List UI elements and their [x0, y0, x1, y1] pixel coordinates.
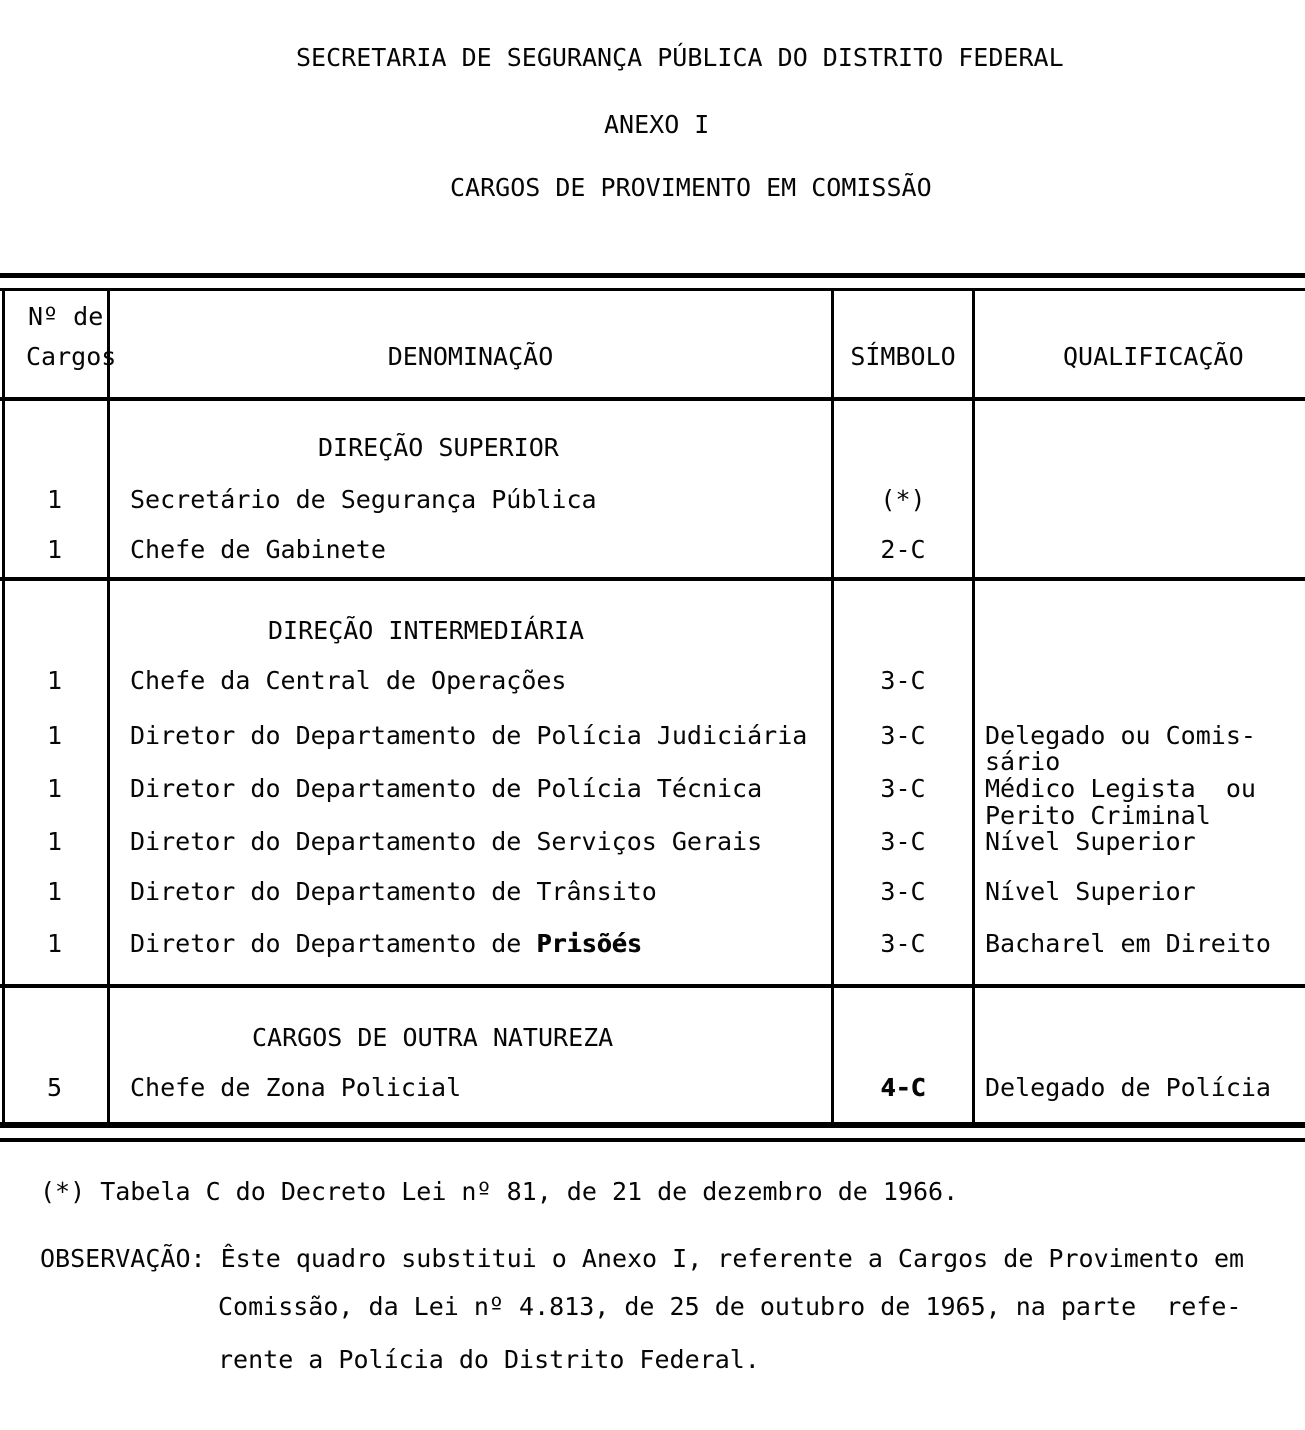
row-denomination	[130, 930, 642, 957]
row-symbol: 4-C	[880, 1073, 926, 1102]
row-count: 1	[46, 485, 63, 514]
table-border-bottom-inner	[0, 1138, 1305, 1142]
row-count: 1	[46, 827, 63, 856]
table-column-divider-qualif	[972, 288, 975, 1122]
qualification-line: Médico Legista ou	[985, 774, 1256, 803]
row-count: 1	[46, 721, 63, 750]
section-heading-2: DIREÇÃO INTERMEDIÁRIA	[268, 616, 585, 645]
row-symbol: 3-C	[880, 774, 926, 803]
row-count: 5	[46, 1073, 63, 1102]
table-column-divider-count	[107, 288, 110, 1122]
table-column-divider-symbol	[831, 288, 834, 1122]
table-border-top-inner	[0, 288, 1305, 291]
table-border-top-outer	[0, 273, 1305, 278]
section-heading-3: CARGOS DE OUTRA NATUREZA	[252, 1023, 614, 1052]
row-symbol: 3-C	[880, 877, 926, 906]
row-denomination: Chefe de Zona Policial	[130, 1073, 462, 1102]
row-denomination: Diretor do Departamento de Polícia Técnica	[130, 774, 763, 803]
row-denomination: Diretor do Departamento de Polícia Judiciária	[130, 721, 808, 750]
row-symbol: (*)	[880, 485, 926, 514]
row-denomination: Chefe da Central de Operações	[130, 666, 567, 695]
row-count: 1	[46, 666, 63, 695]
col-header-count-line1: Nº de	[28, 302, 104, 331]
qualification-line: Delegado ou Comis-	[985, 721, 1256, 750]
col-header-denomination: DENOMINAÇÃO	[387, 342, 554, 371]
row-symbol: 2-C	[880, 535, 926, 564]
row-denomination: Diretor do Departamento de Trânsito	[130, 877, 657, 906]
row-denomination: Secretário de Segurança Pública	[130, 485, 597, 514]
table-section2-separator	[0, 984, 1305, 988]
row-denomination-prefix: Diretor do Departamento de	[130, 929, 537, 958]
qualification-line: Perito Criminal	[985, 801, 1211, 830]
section-heading-1: DIREÇÃO SUPERIOR	[318, 433, 559, 462]
qualification-line: sário	[985, 747, 1061, 776]
row-count: 1	[46, 774, 63, 803]
table-section1-separator	[0, 577, 1305, 581]
table-border-left	[2, 288, 5, 1122]
table-title: CARGOS DE PROVIMENTO EM COMISSÃO	[450, 173, 932, 202]
qualification-line: Delegado de Polícia	[985, 1073, 1271, 1102]
col-header-count-line2: Cargos	[26, 342, 117, 371]
row-denomination-overstrike: Prisõés	[536, 929, 642, 958]
col-header-symbol: SÍMBOLO	[850, 342, 956, 371]
table-border-bottom-outer	[0, 1122, 1305, 1128]
col-header-qualification: QUALIFICAÇÃO	[1063, 342, 1244, 371]
table-header-separator	[0, 397, 1305, 401]
row-symbol: 3-C	[880, 721, 926, 750]
document-title: SECRETARIA DE SEGURANÇA PÚBLICA DO DISTRITO FEDERAL	[296, 43, 1064, 72]
row-denomination: Diretor do Departamento de Serviços Gerais	[130, 827, 763, 856]
qualification-line: Nível Superior	[985, 877, 1196, 906]
row-count: 1	[46, 535, 63, 564]
observation-line2: Comissão, da Lei nº 4.813, de 25 de outubro de 1965, na parte refe-	[218, 1292, 1242, 1321]
row-symbol: 3-C	[880, 827, 926, 856]
row-symbol: 3-C	[880, 666, 926, 695]
row-symbol: 3-C	[880, 929, 926, 958]
observation-line1: OBSERVAÇÃO: Êste quadro substitui o Anexo I, referente a Cargos de Provimento em	[40, 1244, 1245, 1273]
qualification-line: Bacharel em Direito	[985, 929, 1271, 958]
footnote: (*) Tabela C do Decreto Lei nº 81, de 21 de dezembro de 1966.	[40, 1177, 959, 1206]
annex-title: ANEXO I	[604, 110, 710, 139]
observation-line3: rente a Polícia do Distrito Federal.	[218, 1345, 760, 1374]
row-count: 1	[46, 929, 63, 958]
qualification-line: Nível Superior	[985, 827, 1196, 856]
row-denomination: Chefe de Gabinete	[130, 535, 386, 564]
row-count: 1	[46, 877, 63, 906]
